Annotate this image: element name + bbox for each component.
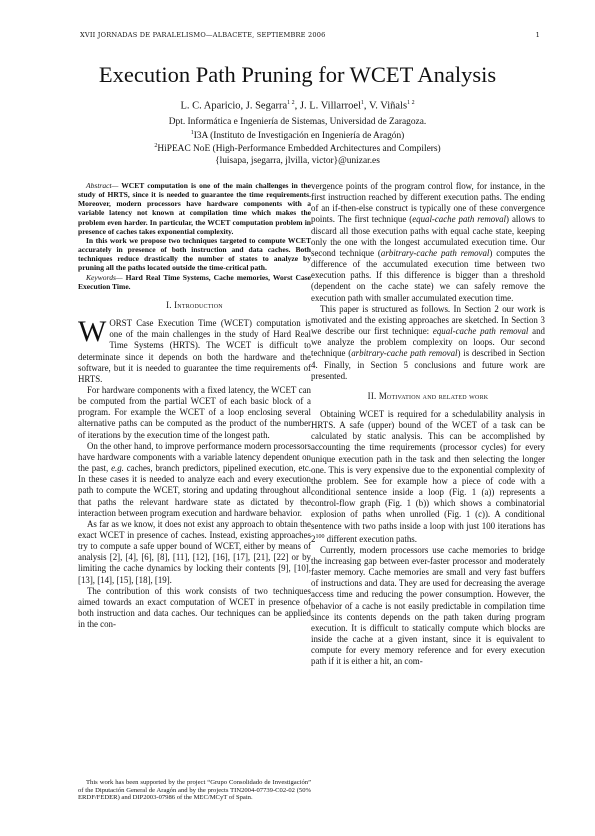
author-2: , J. L. Villarroel: [294, 100, 361, 112]
affiliation-line-2: [0, 130, 595, 141]
section-2-body: [311, 409, 545, 668]
drop-cap: W: [78, 315, 107, 349]
affiliation-line-1: Dpt. Informática e Ingeniería de Sistemas, Universidad de Zaragoza.: [168, 117, 427, 127]
keywords-text: Hard Real Time Systems, Cache memories, Worst Case Execution Time.: [78, 272, 311, 291]
abstract-p1: [78, 181, 311, 236]
running-head-text: XVII JORNADAS DE PARALELISMO—ALBACETE, SEPTIEMBRE 2006: [80, 31, 326, 39]
keywords: [78, 273, 311, 291]
intro-p3: On the other hand, to improve performance modern processors have hardware components with a variable latency dependent on the past, e.g. caches, branch predictors, pipelined execution, etc. In these cases it is needed to analyze each and every execution path to compute the WCET, storing and updating throughout all that paths the relevant hardware state as dictated by the interaction between program execution and hardware behavior.: [78, 440, 312, 518]
intro-p1: [78, 315, 311, 385]
intro-p5: The contribution of this work consists of two techniques aimed towards an exact computation of WCET in presence of both instruction and data caches. Our techniques can be applied in the con-: [78, 585, 311, 630]
author-3: , V. Viñals: [363, 100, 408, 112]
intro-p6: This paper is structured as follows. In Section 2 our work is motivated and the existing approaches are sketched. In Section 3 we describe our first technique: equal-cache path removal and we analyze the problem complexity on loops. Our second technique (arbitrary-cache path removal) is described in Section 4. Finally, in Section 5 conclusions and future work are presented.: [311, 303, 545, 381]
author-3-sup: 1 2: [407, 100, 415, 106]
author-list: [0, 100, 595, 112]
running-head: [80, 31, 540, 39]
abstract-lead: Abstract—: [86, 181, 119, 190]
author-emails: {luisapa, jsegarra, jlvilla, victor}@unizar.es: [215, 156, 380, 166]
section-1-continued: [311, 181, 545, 382]
intro-p5-continued: vergence points of the program control flow, for instance, in the first instruction reached by different execution paths. The ending of an if-then-else construct is typically one of these convergence points. The first technique (equal-cache path removal) allows to discard all those execution paths with equal cache state, keeping only the one with the longest accumulated execution time. Our second technique (arbitrary-cache path removal) computes the difference of the accumulated execution time between two execution paths. If this difference is bigger than a threshold (dependent on the cache state) we can safely remove the execution path with smaller accumulated execution time.: [311, 181, 545, 303]
abstract: [78, 181, 311, 291]
left-column: [78, 181, 311, 630]
right-column: [311, 181, 545, 668]
page-number: 1: [535, 31, 540, 39]
author-1: L. C. Aparicio, J. Segarra: [180, 100, 288, 112]
affiliation-2-text: I3A (Instituto de Investigación en Ingeniería de Aragón): [193, 131, 405, 142]
motivation-p1: Obtaining WCET is required for a schedulability analysis in HRTS. A safe (upper) bound of the WCET of a task can be calculated by static analysis. This can be accomplished by accounting the time requirements (processor cycles) for every unique execution path in the task and then selecting the longer one. This is very expensive due to the exponential complexity of the problem. See for example how a piece of code with a conditional sentence inside a loop (Fig. 1 (a)) represents a control-flow graph (Fig. 1 (b)) which shows a combinatorial explosion of paths when unrolled (Fig. 1 (c)). A conditional sentence with two paths inside a loop with just 100 iterations has $2^{100}$ different execution paths.: [311, 408, 545, 544]
affiliation-2-sup: 1: [190, 130, 194, 136]
affiliation-3-sup: 2: [154, 143, 158, 149]
author-2-sup: 1: [360, 100, 364, 106]
section-2-heading: II. Motivation and related work: [367, 390, 489, 401]
section-1-heading: I. Introduction: [166, 299, 223, 310]
abstract-text-2: In this work we propose two techniques targeted to compute WCET accurately in presence of both instruction and data caches. Both techniques reduce drastically the number of states to analyze by pruning all the paths located outside the time-critical path.: [78, 235, 311, 273]
author-1-sup: 1 2: [287, 100, 295, 106]
intro-p1-text: ORST Case Execution Time (WCET) computation is one of the main challenges in the study of Hard Real Time Systems (HRTS). The WCET is difficult to determinate since it depends on both the hardware and the software, but it is needed to guarantee the time requirements of HRTS.: [78, 318, 311, 384]
footnote-funding: This work has been supported by the project “Grupo Consolidado de Investigación” of the Diputación General de Aragón and by the projects TIN2004-07739-C02-02 (50% ERDF/FEDER) and DIP2003-07986 of the MEC/MCyT of Spain.: [78, 779, 311, 802]
motivation-p2: Currently, modern processors use cache memories to bridge the increasing gap between ever-faster processor and moderately faster memory. Cache memories are small and very fast buffers of instructions and data. They are used for decreasing the average access time and reducing the power consumption. However, the behavior of a cache is not easily predictable in compilation time since its contents depends on the path taken during program execution. It is difficult to statically compute which blocks are inside the cache at a given instant, since it is equivalent to compute for every memory reference and for every execution path if it is either a hit, an com-: [311, 544, 545, 667]
affiliation-3-text: HiPEAC NoE (High-Performance Embedded Architectures and Compilers): [157, 144, 441, 155]
intro-p4: As far as we know, it does not exist any approach to obtain the exact WCET in presence of caches. Instead, existing approaches try to compute a safe upper bound of WCET, either by means of analysis [2], [4], [6], [8], [11], [12], [16], [17], [21], [22] or by limiting the cache dynamics by locking their contents [9], [10], [13], [14], [15], [18], [19].: [78, 518, 311, 585]
paper-title: Execution Path Pruning for WCET Analysis: [98, 62, 497, 87]
section-1-body: [78, 315, 312, 630]
keywords-lead: Keywords—: [86, 272, 123, 282]
affiliation-line-3: [0, 143, 595, 154]
intro-p2: For hardware components with a fixed latency, the WCET can be computed from the partial WCET of each basic block of a program. For example the WCET of a loop enclosing several alternative paths can be computed as the product of the number of iterations by the execution time of the longest path.: [78, 384, 311, 440]
abstract-text-1: WCET computation is one of the main challenges in the study of HRTS, since it is needed to guarantee the time requirements. Moreover, modern processors have hardware components with a variable latency not known at compilation time which makes the problem even harder. In particular, the WCET computation problem in presence of caches takes exponential complexity.: [78, 181, 311, 236]
